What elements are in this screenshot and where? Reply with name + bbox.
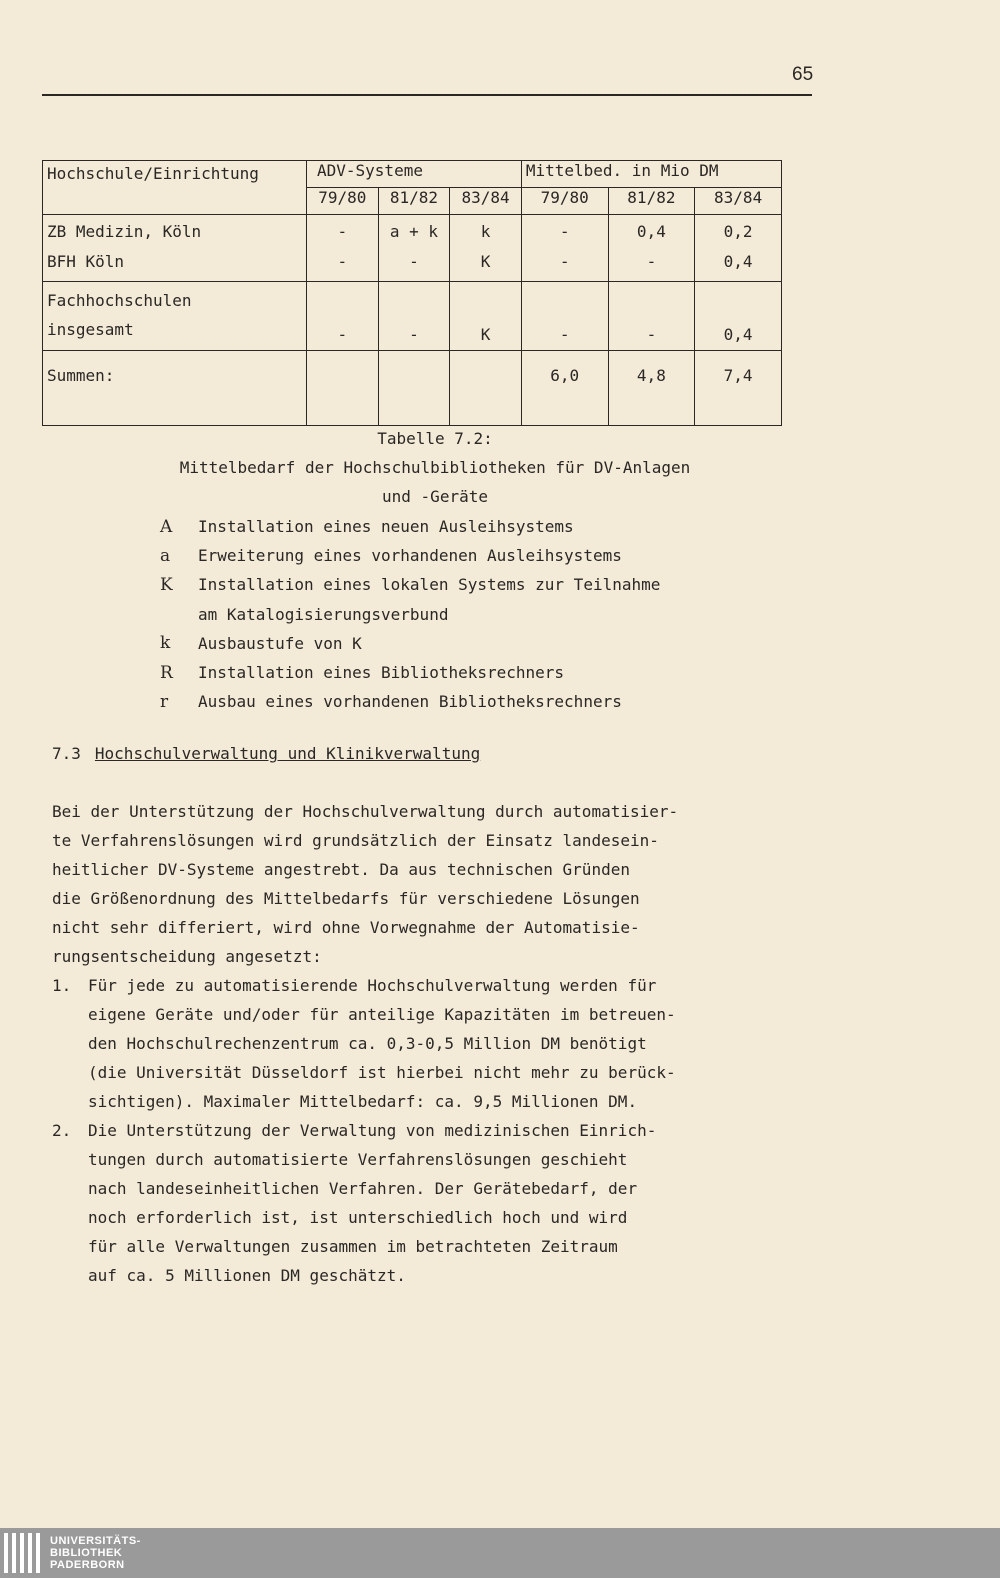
table-row	[43, 282, 782, 351]
legend-item: K Installation eines lokalen Systems zur Teilnahme	[160, 574, 661, 595]
list-item: 2. Die Unterstützung der Verwaltung von medizinischen Einrich- tungen durch automatisierte Verfahrenslösungen geschieht nach landeseinheitlichen Verfahren. Der Gerätebedarf, der noch erforderlich ist, ist unterschiedlich hoch und wird für alle Verwaltungen zusammen im betrachteten Zeitraum auf ca. 5 Millionen DM geschätzt.	[52, 1121, 657, 1285]
table-header-row	[43, 161, 782, 188]
funding-table	[42, 160, 782, 426]
row-label: ZB Medizin, Köln BFH Köln	[43, 215, 307, 282]
library-name: UNIVERSITÄTS- BIBLIOTHEK PADERBORN	[50, 1535, 141, 1571]
legend-item: a Erweiterung eines vorhandenen Ausleihsystems	[160, 545, 622, 566]
table-cell: K	[450, 282, 522, 351]
header-funds: Mittelbed. in Mio DM	[521, 161, 781, 188]
library-logo-icon	[4, 1533, 40, 1573]
row-label: Summen:	[43, 351, 307, 426]
year-col-1: 79/80	[307, 188, 379, 215]
table-cell	[307, 351, 379, 426]
table-cell	[378, 351, 450, 426]
table-cell: 0,4	[695, 282, 782, 351]
table-cell: 0,2 0,4	[695, 215, 782, 282]
table-cell: -	[521, 282, 608, 351]
table-cell	[450, 351, 522, 426]
table-row	[43, 215, 782, 282]
table-cell: - -	[521, 215, 608, 282]
legend-item: R Installation eines Bibliotheksrechners	[160, 662, 565, 683]
year-col-6: 83/84	[695, 188, 782, 215]
table-caption-label: Tabelle 7.2:	[377, 429, 493, 448]
legend-item: A Installation eines neuen Ausleihsystems	[160, 516, 574, 537]
table-cell: -	[307, 282, 379, 351]
section-heading	[52, 744, 480, 763]
table-caption-title: Mittelbedarf der Hochschulbibliotheken für DV-Anlagen	[179, 458, 691, 477]
year-col-2: 81/82	[378, 188, 450, 215]
intro-paragraph: Bei der Unterstützung der Hochschulverwaltung durch automatisier- te Verfahrenslösungen wird grundsätzlich der Einsatz landesein- heitlicher DV-Systeme angestrebt. Da aus technischen Gründen die Größenordnung des Mittelbedarfs für verschiedene Lösungen nicht sehr differiert, wird ohne Vorwegnahme der Automatisie- rungsentscheidung angesetzt:	[52, 802, 679, 966]
table-cell: -	[608, 282, 695, 351]
table-cell: k K	[450, 215, 522, 282]
year-col-5: 81/82	[608, 188, 695, 215]
page-number: 65	[792, 64, 814, 85]
section-number: 7.3	[52, 744, 81, 763]
table-cell: 7,4	[695, 351, 782, 426]
list-item: 1. Für jede zu automatisierende Hochschulverwaltung werden für eigene Geräte und/oder für anteilige Kapazitäten im betreuen- den Hochschulrechenzentrum ca. 0,3-0,5 Million DM benötigt (die Universität Düsseldorf ist hierbei nicht mehr zu berück- sichtigen). Maximaler Mittelbedarf: ca. 9,5 Millionen DM.	[52, 976, 676, 1111]
row-label: Fachhochschulen insgesamt	[43, 282, 307, 351]
header-adv-systems: ADV-Systeme	[307, 161, 522, 188]
section-title: Hochschulverwaltung und Klinikverwaltung	[94, 744, 481, 763]
table-cell: 0,4 -	[608, 215, 695, 282]
table-cell: 4,8	[608, 351, 695, 426]
table-cell: - -	[307, 215, 379, 282]
year-col-4: 79/80	[521, 188, 608, 215]
legend-item: am Katalogisierungsverbund	[198, 604, 449, 624]
header-institution: Hochschule/Einrichtung	[43, 161, 307, 215]
table-legend	[160, 512, 660, 716]
table-cell: 6,0	[521, 351, 608, 426]
body-text	[52, 797, 812, 1290]
table-cell: -	[378, 282, 450, 351]
table-caption-subtitle: und -Geräte	[382, 487, 488, 506]
table-cell: a + k -	[378, 215, 450, 282]
library-footer	[0, 1528, 1000, 1578]
legend-item: r Ausbau eines vorhandenen Bibliotheksrechners	[160, 691, 622, 712]
header-rule	[42, 94, 812, 96]
table-row-sums	[43, 351, 782, 426]
year-col-3: 83/84	[450, 188, 522, 215]
legend-item: k Ausbaustufe von K	[160, 633, 362, 654]
